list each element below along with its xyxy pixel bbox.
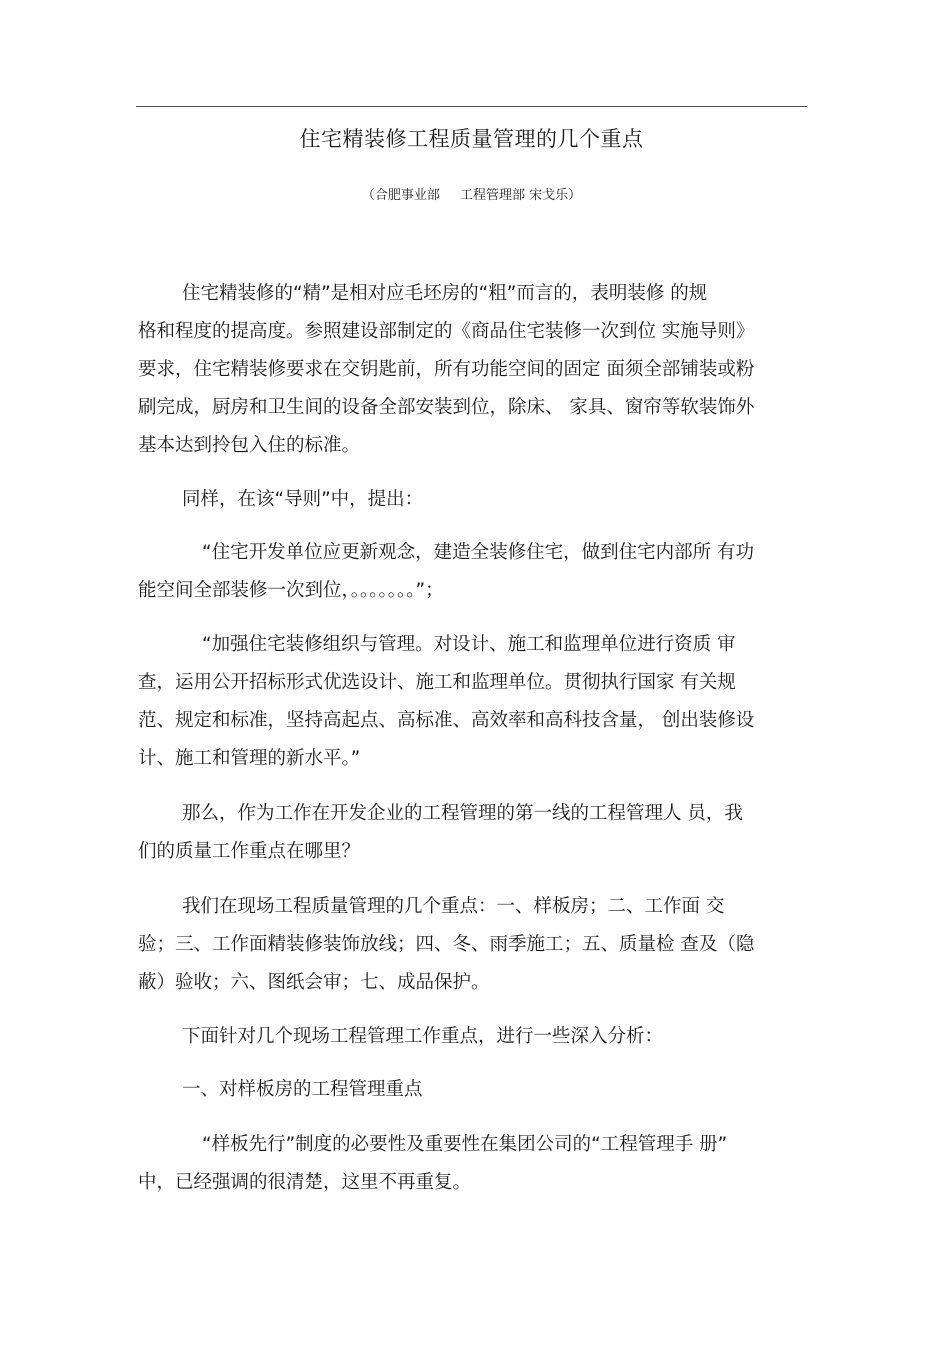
paragraph-guideline-intro xyxy=(138,481,808,519)
paragraph-sample-first xyxy=(138,1126,808,1202)
paragraph-line: “样板先行”制度的必要性及重要性在集团公司的“工程管理手 册” xyxy=(202,1134,728,1155)
paragraph-line: 能空间全部装修一次到位，。。。。。。。”； xyxy=(138,580,444,601)
paragraph-quote-1 xyxy=(138,534,808,610)
paragraph-line: 查，运用公开招标形式优选设计、施工和监理单位。贯彻执行国家 有关规 xyxy=(138,672,736,693)
paragraph-line: 计、施工和管理的新水平。” xyxy=(138,748,361,769)
byline xyxy=(136,185,807,207)
paragraph-line: 格和程度的提高度。参照建设部制定的《商品住宅装修一次到位 实施导则》 xyxy=(138,321,755,342)
paragraph-quote-2 xyxy=(138,626,808,778)
byline-author: 工程管理部 宋戈乐） xyxy=(459,188,582,203)
paragraph-analysis-intro xyxy=(138,1018,808,1056)
paragraph-key-points xyxy=(138,888,808,1002)
paragraph-line: 们的质量工作重点在哪里？ xyxy=(138,841,361,862)
paragraph-line: 刷完成，厨房和卫生间的设备全部安装到位，除床、 家具、窗帘等软装饰外 xyxy=(138,397,755,418)
paragraph-line: 同样，在该“导则”中，提出： xyxy=(182,489,424,510)
paragraph-intro xyxy=(138,275,808,465)
paragraph-line: 那么，作为工作在开发企业的工程管理的第一线的工程管理人 员，我 xyxy=(182,803,743,824)
paragraph-line: 住宅精装修的“精”是相对应毛坯房的“粗”而言的，表明装修 的规 xyxy=(182,283,708,304)
paragraph-line: “加强住宅装修组织与管理。对设计、施工和监理单位进行资质 审 xyxy=(202,634,736,655)
paragraph-line: “住宅开发单位应更新观念，建造全装修住宅，做到住宅内部所 有功 xyxy=(202,542,754,563)
paragraph-line: 验；三、工作面精装修装饰放线；四、冬、雨季施工；五、质量检 查及（隐 xyxy=(138,934,755,955)
section-heading: 一、对样板房的工程管理重点 xyxy=(182,1079,423,1100)
paragraph-line: 下面针对几个现场工程管理工作重点，进行一些深入分析： xyxy=(182,1026,664,1047)
paragraph-question xyxy=(138,795,808,871)
paragraph-line: 我们在现场工程质量管理的几个重点：一、样板房；二、工作面 交 xyxy=(182,896,725,917)
paragraph-line: 基本达到拎包入住的标准。 xyxy=(138,435,361,456)
paragraph-line: 蔽）验收；六、图纸会审；七、成品保护。 xyxy=(138,972,490,993)
paragraph-line: 范、规定和标准，坚持高起点、高标准、高效率和高科技含量， 创出装修设 xyxy=(138,710,755,731)
paragraph-line: 中，已经强调的很清楚，这里不再重复。 xyxy=(138,1172,472,1193)
section-heading-sample-room xyxy=(138,1071,808,1109)
byline-department: （合肥事业部 xyxy=(361,188,440,203)
paragraph-line: 要求，住宅精装修要求在交钥匙前，所有功能空间的固定 面须全部铺装或粉 xyxy=(138,359,755,380)
document-title: 住宅精装修工程质量管理的几个重点 xyxy=(299,127,644,151)
header-rule xyxy=(136,106,807,107)
